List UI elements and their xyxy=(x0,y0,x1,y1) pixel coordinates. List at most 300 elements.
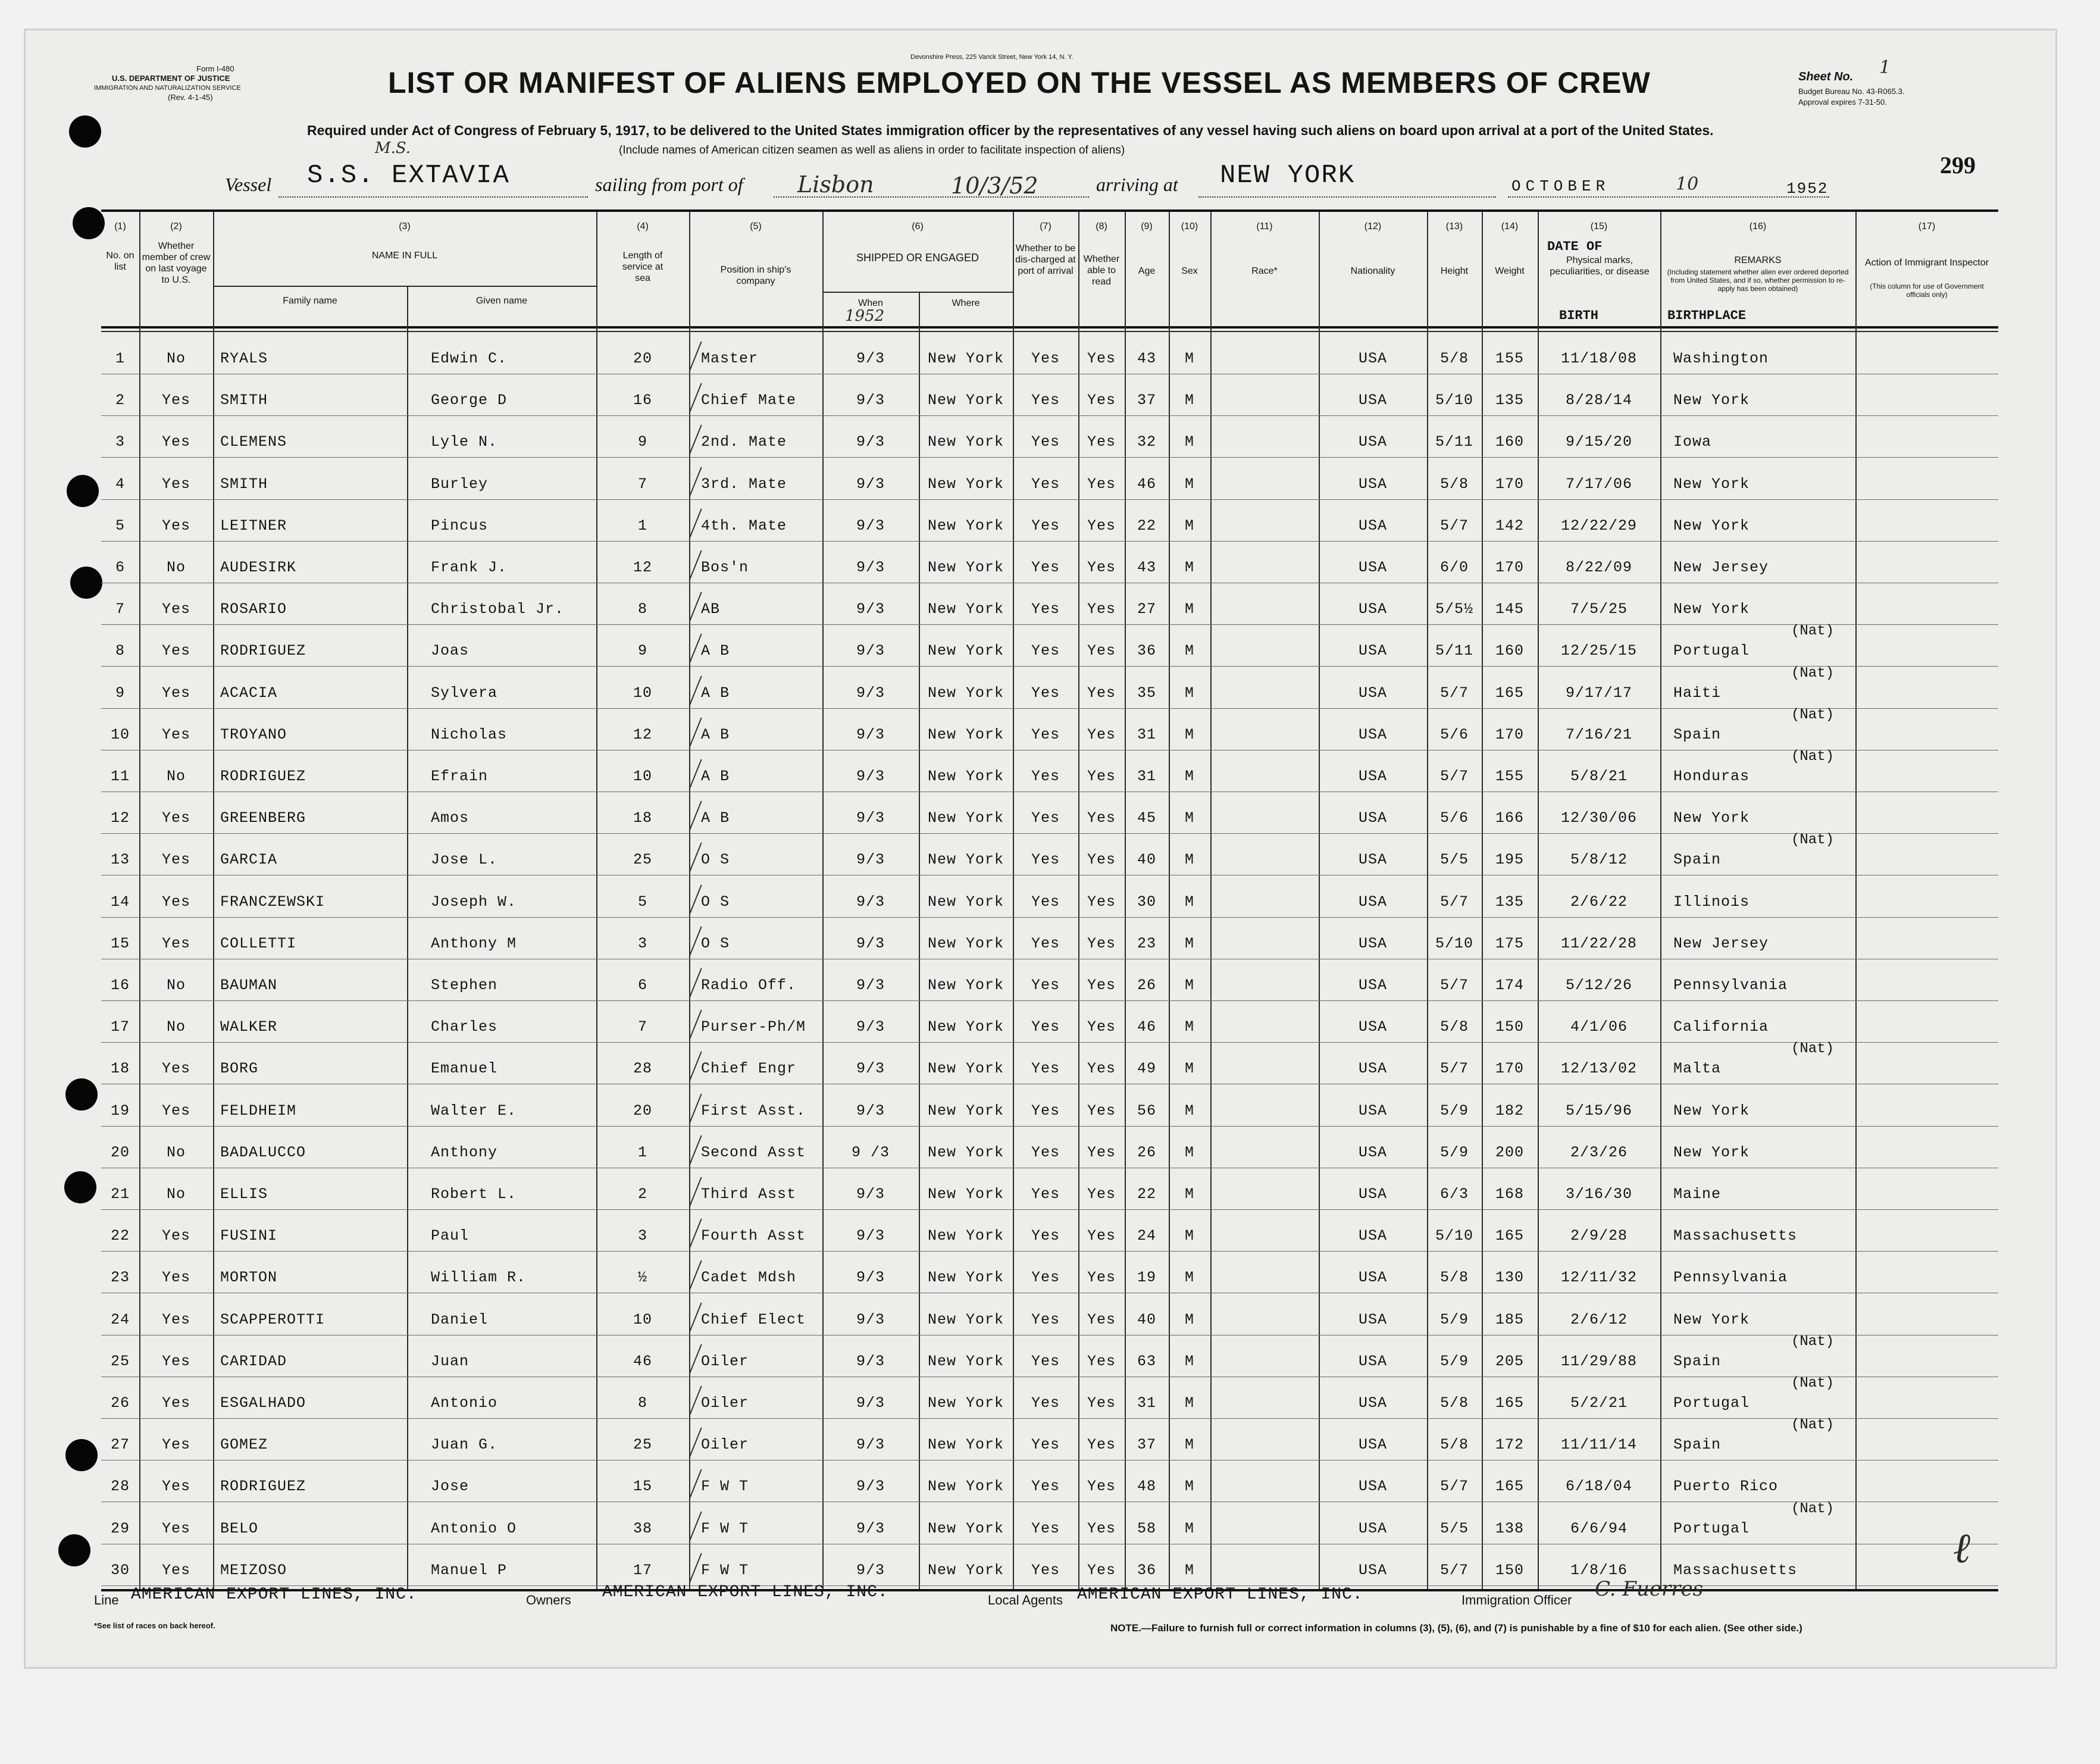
col-number: (15) xyxy=(1590,221,1608,232)
header-height: Height xyxy=(1440,266,1469,276)
length-of-service: 12 xyxy=(633,725,652,743)
birthplace: Iowa xyxy=(1673,433,1712,451)
row-rule xyxy=(101,1418,1998,1419)
height: 5/8 xyxy=(1439,1436,1469,1454)
birthplace: Malta xyxy=(1673,1060,1722,1078)
weight: 205 xyxy=(1495,1352,1524,1370)
age: 22 xyxy=(1137,517,1156,534)
table-row xyxy=(0,1375,2100,1423)
sailing-label: sailing from port of xyxy=(595,174,743,195)
weight: 142 xyxy=(1495,517,1524,534)
row-rule xyxy=(101,457,1998,458)
check-mark xyxy=(689,551,702,580)
family-name: RODRIGUEZ xyxy=(220,1478,306,1496)
row-rule xyxy=(101,1000,1998,1001)
discharged: Yes xyxy=(1031,517,1060,534)
birthplace: Portugal xyxy=(1673,1519,1750,1537)
nationality: USA xyxy=(1358,768,1387,785)
height: 5/5 xyxy=(1439,1519,1469,1537)
birthplace: Spain xyxy=(1673,1352,1722,1370)
sex: M xyxy=(1184,1060,1194,1078)
check-mark xyxy=(689,675,702,705)
row-number: 3 xyxy=(115,433,125,451)
check-mark xyxy=(689,634,702,663)
nationality: USA xyxy=(1358,1394,1387,1412)
age: 49 xyxy=(1137,1060,1156,1078)
birth-date: 5/8/21 xyxy=(1570,768,1628,785)
height: 5/5 xyxy=(1439,851,1469,869)
shipped-when: 9/3 xyxy=(856,1561,885,1579)
given-name: Amos xyxy=(431,809,470,827)
nationality: USA xyxy=(1358,684,1387,702)
nationality: USA xyxy=(1358,1352,1387,1370)
shipped-when: 9/3 xyxy=(856,642,885,660)
able-to-read: Yes xyxy=(1087,809,1116,827)
age: 27 xyxy=(1137,600,1156,618)
height: 5/7 xyxy=(1439,768,1469,785)
table-header-rule xyxy=(101,326,1998,329)
arrival-day: 10 xyxy=(1676,174,1699,195)
row-rule xyxy=(101,415,1998,416)
sex: M xyxy=(1184,1143,1194,1161)
height: 5/8 xyxy=(1439,1394,1469,1412)
shipped-when: 9/3 xyxy=(856,893,885,911)
given-name: Robert L. xyxy=(431,1186,517,1203)
owners-label: Owners xyxy=(526,1593,571,1607)
age: 40 xyxy=(1137,1311,1156,1328)
row-number: 2 xyxy=(115,392,125,409)
agents-label: Local Agents xyxy=(988,1593,1063,1607)
able-to-read: Yes xyxy=(1087,1269,1116,1287)
shipped-where: New York xyxy=(927,1269,1004,1287)
table-row xyxy=(0,1041,2100,1089)
birth-date: 12/11/32 xyxy=(1560,1269,1638,1287)
given-name: Manuel P xyxy=(431,1561,508,1579)
nationality: USA xyxy=(1358,1269,1387,1287)
stamp-number: 299 xyxy=(1940,152,1976,179)
nationality: USA xyxy=(1358,893,1387,911)
sheet-label: Sheet No. xyxy=(1798,70,1854,83)
col-number: (16) xyxy=(1749,221,1767,232)
birthplace: Maine xyxy=(1673,1186,1722,1203)
arrival-year: 1952 xyxy=(1786,180,1829,198)
header-birthplace: BIRTHPLACE xyxy=(1667,308,1747,323)
last-voyage: No xyxy=(166,1186,186,1203)
weight: 170 xyxy=(1495,725,1524,743)
birth-date: 5/2/21 xyxy=(1570,1394,1628,1412)
weight: 155 xyxy=(1495,768,1524,785)
header-date-of: DATE OF xyxy=(1547,239,1603,254)
row-number: 28 xyxy=(110,1478,130,1496)
birthplace: New York xyxy=(1673,1311,1750,1328)
able-to-read: Yes xyxy=(1087,851,1116,869)
family-name: BAUMAN xyxy=(220,977,278,994)
check-mark xyxy=(689,1177,702,1206)
row-number: 6 xyxy=(115,559,125,576)
height: 6/0 xyxy=(1439,559,1469,576)
form-revision: (Rev. 4-1-45) xyxy=(168,93,213,102)
position: Purser-Ph/M xyxy=(701,1018,806,1036)
weight: 160 xyxy=(1495,433,1524,451)
col-number: (17) xyxy=(1918,221,1936,232)
shipped-where: New York xyxy=(927,350,1004,367)
shipped-when: 9/3 xyxy=(856,1478,885,1496)
birth-date: 12/30/06 xyxy=(1560,809,1638,827)
include-note: (Include names of American citizen seamen as well as aliens in order to facilitate inspection of aliens) xyxy=(619,144,1125,157)
height: 5/8 xyxy=(1439,1269,1469,1287)
able-to-read: Yes xyxy=(1087,768,1116,785)
able-to-read: Yes xyxy=(1087,600,1116,618)
shipped-when: 9/3 xyxy=(856,1394,885,1412)
nationality: USA xyxy=(1358,350,1387,367)
sailing-port: Lisbon xyxy=(797,171,874,198)
nationality: USA xyxy=(1358,1060,1387,1078)
naturalized-remark: (Nat) xyxy=(1791,832,1835,849)
position: 3rd. Mate xyxy=(701,475,787,493)
shipped-where: New York xyxy=(927,1519,1004,1537)
nationality: USA xyxy=(1358,1436,1387,1454)
age: 31 xyxy=(1137,725,1156,743)
length-of-service: 10 xyxy=(633,768,652,785)
form-service: IMMIGRATION AND NATURALIZATION SERVICE xyxy=(94,85,241,92)
age: 45 xyxy=(1137,809,1156,827)
family-name: FRANCZEWSKI xyxy=(220,893,326,911)
discharged: Yes xyxy=(1031,893,1060,911)
header-able-to-read: Whether able to read xyxy=(1083,254,1120,287)
row-rule xyxy=(101,917,1998,918)
last-voyage: Yes xyxy=(161,934,190,952)
height: 5/8 xyxy=(1439,1018,1469,1036)
last-voyage: Yes xyxy=(161,1394,190,1412)
birth-date: 8/22/09 xyxy=(1565,559,1633,576)
height: 5/9 xyxy=(1439,1143,1469,1161)
last-voyage: No xyxy=(166,1018,186,1036)
weight: 135 xyxy=(1495,893,1524,911)
row-number: 11 xyxy=(110,768,130,785)
sex: M xyxy=(1184,893,1194,911)
naturalized-remark: (Nat) xyxy=(1791,1500,1835,1517)
row-rule xyxy=(101,1209,1998,1210)
position: Chief Engr xyxy=(701,1060,797,1078)
age: 46 xyxy=(1137,1018,1156,1036)
family-name: LEITNER xyxy=(220,517,287,534)
birth-date: 2/6/22 xyxy=(1570,893,1628,911)
family-name: GREENBERG xyxy=(220,809,306,827)
birth-date: 7/5/25 xyxy=(1570,600,1628,618)
shipped-where: New York xyxy=(927,768,1004,785)
row-number: 18 xyxy=(110,1060,130,1078)
table-row xyxy=(0,922,2100,964)
birth-date: 12/13/02 xyxy=(1560,1060,1638,1078)
birthplace: Haiti xyxy=(1673,684,1722,702)
arriving-port: NEW YORK xyxy=(1220,161,1356,190)
age: 32 xyxy=(1137,433,1156,451)
birthplace: New York xyxy=(1673,392,1750,409)
shipped-when: 9/3 xyxy=(856,392,885,409)
penalty-note: NOTE.—Failure to furnish full or correct information in columns (3), (5), (6), and (7) is punishable by a fine of $10 for each alien. (See other side.) xyxy=(1110,1622,1802,1634)
shipped-when: 9/3 xyxy=(856,1311,885,1328)
shipped-where: New York xyxy=(927,977,1004,994)
shipped-when: 9/3 xyxy=(856,1269,885,1287)
last-voyage: Yes xyxy=(161,1436,190,1454)
length-of-service: 38 xyxy=(633,1519,652,1537)
birth-date: 3/16/30 xyxy=(1565,1186,1633,1203)
header-no-on-list: No. on list xyxy=(106,251,134,272)
shipped-when: 9/3 xyxy=(856,559,885,576)
birth-date: 2/9/28 xyxy=(1570,1227,1628,1245)
nationality: USA xyxy=(1358,1561,1387,1579)
nationality: USA xyxy=(1358,475,1387,493)
shipped-when: 9/3 xyxy=(856,1436,885,1454)
sex: M xyxy=(1184,517,1194,534)
row-rule xyxy=(101,708,1998,709)
shipped-when: 9/3 xyxy=(856,600,885,618)
able-to-read: Yes xyxy=(1087,1519,1116,1537)
row-number: 24 xyxy=(110,1311,130,1328)
table-row xyxy=(0,1256,2100,1297)
given-name: Jose L. xyxy=(431,851,498,869)
length-of-service: 9 xyxy=(637,433,647,451)
officer-label: Immigration Officer xyxy=(1461,1593,1572,1607)
name-subheader-rule xyxy=(213,286,596,287)
col-number: (11) xyxy=(1256,221,1273,232)
table-row xyxy=(0,420,2100,462)
length-of-service: 9 xyxy=(637,642,647,660)
shipped-where: New York xyxy=(927,433,1004,451)
check-mark xyxy=(689,1344,702,1373)
punch-hole xyxy=(69,115,101,148)
height: 5/9 xyxy=(1439,1311,1469,1328)
last-voyage: Yes xyxy=(161,1519,190,1537)
given-name: Lyle N. xyxy=(431,433,498,451)
header-remarks: REMARKS xyxy=(1734,255,1782,265)
birthplace: Honduras xyxy=(1673,768,1750,785)
last-voyage: Yes xyxy=(161,600,190,618)
header-weight: Weight xyxy=(1495,266,1525,276)
row-rule xyxy=(101,499,1998,500)
row-number: 29 xyxy=(110,1519,130,1537)
table-row xyxy=(0,1298,2100,1340)
age: 56 xyxy=(1137,1102,1156,1119)
discharged: Yes xyxy=(1031,977,1060,994)
able-to-read: Yes xyxy=(1087,642,1116,660)
last-voyage: Yes xyxy=(161,1352,190,1370)
table-row xyxy=(0,665,2100,713)
check-mark xyxy=(689,1010,702,1039)
age: 30 xyxy=(1137,893,1156,911)
nationality: USA xyxy=(1358,1018,1387,1036)
birth-date: 2/3/26 xyxy=(1570,1143,1628,1161)
birth-date: 11/11/14 xyxy=(1560,1436,1638,1454)
nationality: USA xyxy=(1358,433,1387,451)
able-to-read: Yes xyxy=(1087,1561,1116,1579)
form-dept: U.S. DEPARTMENT OF JUSTICE xyxy=(112,74,230,83)
sex: M xyxy=(1184,851,1194,869)
given-name: Anthony M xyxy=(431,934,517,952)
check-mark xyxy=(689,1386,702,1415)
header-action-inspector: Action of Immigrant Inspector xyxy=(1864,258,1989,268)
able-to-read: Yes xyxy=(1087,1143,1116,1161)
discharged: Yes xyxy=(1031,1227,1060,1245)
length-of-service: ½ xyxy=(637,1269,647,1287)
given-name: George D xyxy=(431,392,508,409)
position: Bos'n xyxy=(701,559,749,576)
weight: 135 xyxy=(1495,392,1524,409)
weight: 150 xyxy=(1495,1018,1524,1036)
shipped-where: New York xyxy=(927,1478,1004,1496)
given-name: Nicholas xyxy=(431,725,508,743)
check-mark xyxy=(689,592,702,621)
sex: M xyxy=(1184,475,1194,493)
age: 19 xyxy=(1137,1269,1156,1287)
last-voyage: Yes xyxy=(161,1269,190,1287)
header-length-service: Length of service at sea xyxy=(622,251,664,283)
last-voyage: Yes xyxy=(161,1060,190,1078)
budget-bureau: Budget Bureau No. 43-R065.3. xyxy=(1798,87,1905,96)
shipped-where: New York xyxy=(927,642,1004,660)
given-name: Charles xyxy=(431,1018,498,1036)
table-row xyxy=(0,1172,2100,1214)
header-physical-marks: Physical marks, peculiarities, or disease xyxy=(1550,255,1650,277)
table-row xyxy=(0,546,2100,587)
naturalized-remark: (Nat) xyxy=(1791,665,1835,681)
header-sex: Sex xyxy=(1181,266,1198,276)
header-given-name: Given name xyxy=(475,296,528,306)
shipped-where: New York xyxy=(927,934,1004,952)
check-mark xyxy=(689,508,702,537)
col-number: (14) xyxy=(1501,221,1519,232)
shipped-when: 9/3 xyxy=(856,977,885,994)
able-to-read: Yes xyxy=(1087,1060,1116,1078)
family-name: GARCIA xyxy=(220,851,278,869)
length-of-service: 3 xyxy=(637,1227,647,1245)
position: Chief Elect xyxy=(701,1311,806,1328)
length-of-service: 10 xyxy=(633,684,652,702)
row-number: 23 xyxy=(110,1269,130,1287)
age: 40 xyxy=(1137,851,1156,869)
height: 5/7 xyxy=(1439,517,1469,534)
birthplace: Washington xyxy=(1673,350,1769,367)
header-family-name: Family name xyxy=(283,296,337,306)
col-number: (5) xyxy=(750,221,762,232)
check-mark xyxy=(689,425,702,454)
birth-date: 12/22/29 xyxy=(1560,517,1638,534)
family-name: ACACIA xyxy=(220,684,278,702)
nationality: USA xyxy=(1358,642,1387,660)
discharged: Yes xyxy=(1031,600,1060,618)
sex: M xyxy=(1184,768,1194,785)
given-name: Antonio O xyxy=(431,1519,517,1537)
check-mark xyxy=(689,1052,702,1081)
check-mark xyxy=(689,843,702,872)
length-of-service: 8 xyxy=(637,600,647,618)
naturalized-remark: (Nat) xyxy=(1791,1041,1835,1058)
able-to-read: Yes xyxy=(1087,684,1116,702)
birth-date: 5/15/96 xyxy=(1565,1102,1633,1119)
sex: M xyxy=(1184,1352,1194,1370)
family-name: COLLETTI xyxy=(220,934,297,952)
weight: 138 xyxy=(1495,1519,1524,1537)
height: 5/5½ xyxy=(1435,600,1473,618)
last-voyage: Yes xyxy=(161,475,190,493)
table-row xyxy=(0,1465,2100,1506)
weight: 160 xyxy=(1495,642,1524,660)
family-name: CLEMENS xyxy=(220,433,287,451)
birth-date: 9/15/20 xyxy=(1565,433,1633,451)
header-position: Position in ship's company xyxy=(720,265,791,286)
birthplace: Illinois xyxy=(1673,893,1750,911)
shipped-where: New York xyxy=(927,1102,1004,1119)
naturalized-remark: (Nat) xyxy=(1791,1333,1835,1350)
row-number: 1 xyxy=(115,350,125,367)
table-row xyxy=(0,1131,2100,1172)
family-name: RODRIGUEZ xyxy=(220,768,306,785)
header-age: Age xyxy=(1138,266,1156,276)
birthplace: New York xyxy=(1673,600,1750,618)
given-name: Joas xyxy=(431,642,470,660)
position: A B xyxy=(701,725,730,743)
row-number: 19 xyxy=(110,1102,130,1119)
sex: M xyxy=(1184,1561,1194,1579)
sex: M xyxy=(1184,809,1194,827)
given-name: William R. xyxy=(431,1269,527,1287)
age: 31 xyxy=(1137,768,1156,785)
last-voyage: Yes xyxy=(161,1102,190,1119)
shipped-where: New York xyxy=(927,1060,1004,1078)
naturalized-remark: (Nat) xyxy=(1791,706,1835,723)
shipped-where: New York xyxy=(927,725,1004,743)
length-of-service: 1 xyxy=(637,1143,647,1161)
position: Oiler xyxy=(701,1394,749,1412)
length-of-service: 20 xyxy=(633,1102,652,1119)
shipped-when: 9/3 xyxy=(856,475,885,493)
races-note: *See list of races on back hereof. xyxy=(94,1621,215,1630)
height: 5/11 xyxy=(1435,433,1473,451)
birth-date: 8/28/14 xyxy=(1565,392,1633,409)
given-name: Pincus xyxy=(431,517,489,534)
table-row xyxy=(0,504,2100,546)
row-number: 15 xyxy=(110,934,130,952)
approval-expires: Approval expires 7-31-50. xyxy=(1798,98,1887,107)
row-number: 20 xyxy=(110,1143,130,1161)
shipped-where: New York xyxy=(927,1143,1004,1161)
owners-value: AMERICAN EXPORT LINES, INC. xyxy=(602,1583,888,1602)
table-row xyxy=(0,623,2100,671)
row-number: 10 xyxy=(110,725,130,743)
given-name: Emanuel xyxy=(431,1060,498,1078)
length-of-service: 7 xyxy=(637,1018,647,1036)
length-of-service: 12 xyxy=(633,559,652,576)
table-row xyxy=(0,832,2100,880)
discharged: Yes xyxy=(1031,725,1060,743)
last-voyage: Yes xyxy=(161,809,190,827)
height: 5/7 xyxy=(1439,977,1469,994)
shipped-when: 9/3 xyxy=(856,725,885,743)
last-voyage: Yes xyxy=(161,642,190,660)
position: F W T xyxy=(701,1519,749,1537)
able-to-read: Yes xyxy=(1087,1018,1116,1036)
agents-value: AMERICAN EXPORT LINES, INC. xyxy=(1077,1585,1363,1604)
able-to-read: Yes xyxy=(1087,433,1116,451)
nationality: USA xyxy=(1358,600,1387,618)
shipped-when: 9/3 xyxy=(856,1352,885,1370)
birthplace: New York xyxy=(1673,475,1750,493)
check-mark xyxy=(689,1135,702,1164)
family-name: BELO xyxy=(220,1519,259,1537)
sex: M xyxy=(1184,977,1194,994)
row-number: 14 xyxy=(110,893,130,911)
birthplace: New York xyxy=(1673,1102,1750,1119)
